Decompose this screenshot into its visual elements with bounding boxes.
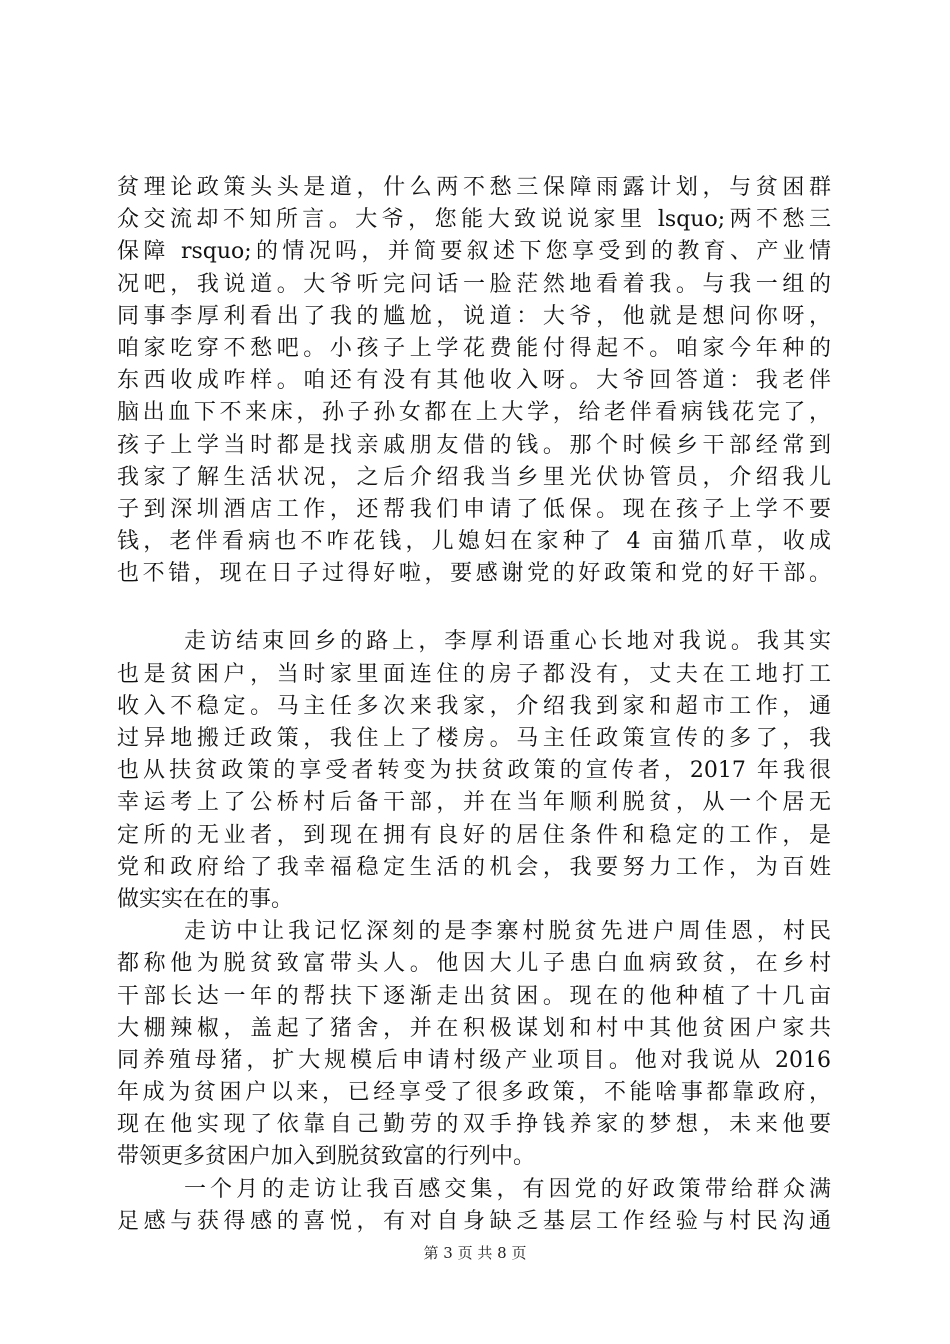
text-line: 也不错，现在日子过得好啦，要感谢党的好政策和党的好干部。 [117, 561, 831, 587]
text-line: 年成为贫困户以来，已经享受了很多政策，不能啥事都靠政府， [117, 1080, 831, 1106]
text-line: 钱，老伴看病也不咋花钱，儿媳妇在家种了 4 亩猫爪草，收成 [117, 529, 831, 555]
text-line: 过异地搬迁政策，我住上了楼房。马主任政策宣传的多了，我 [117, 726, 831, 751]
paragraph-3 [117, 916, 831, 1174]
paragraph-gap [117, 590, 831, 626]
paragraph-2 [117, 626, 831, 916]
text-line: 带领更多贫困户加入到脱贫致富的行列中。 [117, 1144, 536, 1170]
text-line: 收入不稳定。马主任多次来我家，介绍我到家和超市工作，通 [117, 693, 831, 719]
text-line: 大棚辣椒，盖起了猪舍，并在积极谋划和村中其他贫困户家共 [117, 1015, 831, 1041]
text-line: 走访中让我记忆深刻的是李寨村脱贫先进户周佳恩，村民 [184, 919, 831, 945]
text-line: 都称他为脱贫致富带头人。他因大儿子患白血病致贫，在乡村 [117, 951, 831, 977]
text-line: 脑出血下不来床，孙子孙女都在上大学，给老伴看病钱花完了， [117, 400, 831, 426]
text-line: 况吧，我说道。大爷听完问话一脸茫然地看着我。与我一组的 [117, 271, 831, 297]
body-text [117, 172, 831, 1238]
text-line: 党和政府给了我幸福稳定生活的机会，我要努力工作，为百姓 [117, 854, 831, 880]
paragraph-1 [117, 172, 831, 590]
text-line: 足感与获得感的喜悦，有对自身缺乏基层工作经验与村民沟通 [117, 1208, 831, 1234]
text-line: 咱家吃穿不愁吧。小孩子上学花费能付得起不。咱家今年种的 [117, 335, 831, 361]
text-line: 同事李厚利看出了我的尴尬，说道：大爷，他就是想问你呀， [117, 303, 831, 329]
text-line: 贫理论政策头头是道，什么两不愁三保障雨露计划，与贫困群 [117, 175, 831, 200]
text-line: 子到深圳酒店工作，还帮我们申请了低保。现在孩子上学不要 [117, 496, 831, 522]
text-line: 也是贫困户，当时家里面连住的房子都没有，丈夫在工地打工 [117, 661, 831, 687]
page-number-footer: 第 3 页 共 8 页 [423, 1244, 527, 1262]
text-line: 走访结束回乡的路上，李厚利语重心长地对我说。我其实 [184, 629, 831, 655]
text-line: 孩子上学当时都是找亲戚朋友借的钱。那个时候乡干部经常到 [117, 432, 831, 458]
text-line: 保障 rsquo;的情况吗，并简要叙述下您享受到的教育、产业情 [117, 239, 831, 265]
text-line: 干部长达一年的帮扶下逐渐走出贫困。现在的他种植了十几亩 [117, 983, 831, 1009]
text-line: 众交流却不知所言。大爷，您能大致说说家里 lsquo;两不愁三 [117, 207, 831, 233]
text-line: 定所的无业者，到现在拥有良好的居住条件和稳定的工作，是 [117, 822, 831, 848]
text-line: 现在他实现了依靠自己勤劳的双手挣钱养家的梦想，未来他要 [117, 1112, 831, 1138]
text-line: 同养殖母猪，扩大规模后申请村级产业项目。他对我说从 2016 [117, 1047, 831, 1073]
text-line: 东西收成咋样。咱还有没有其他收入呀。大爷回答道：我老伴 [117, 368, 831, 394]
text-line: 幸运考上了公桥村后备干部，并在当年顺利脱贫，从一个居无 [117, 790, 831, 816]
paragraph-4 [117, 1174, 831, 1238]
text-line: 我家了解生活状况，之后介绍我当乡里光伏协管员，介绍我儿 [117, 464, 831, 490]
text-line: 也从扶贫政策的享受者转变为扶贫政策的宣传者，2017 年我很 [117, 758, 831, 784]
text-line: 做实实在在的事。 [117, 886, 294, 912]
text-line: 一个月的走访让我百感交集，有因党的好政策带给群众满 [184, 1176, 831, 1202]
